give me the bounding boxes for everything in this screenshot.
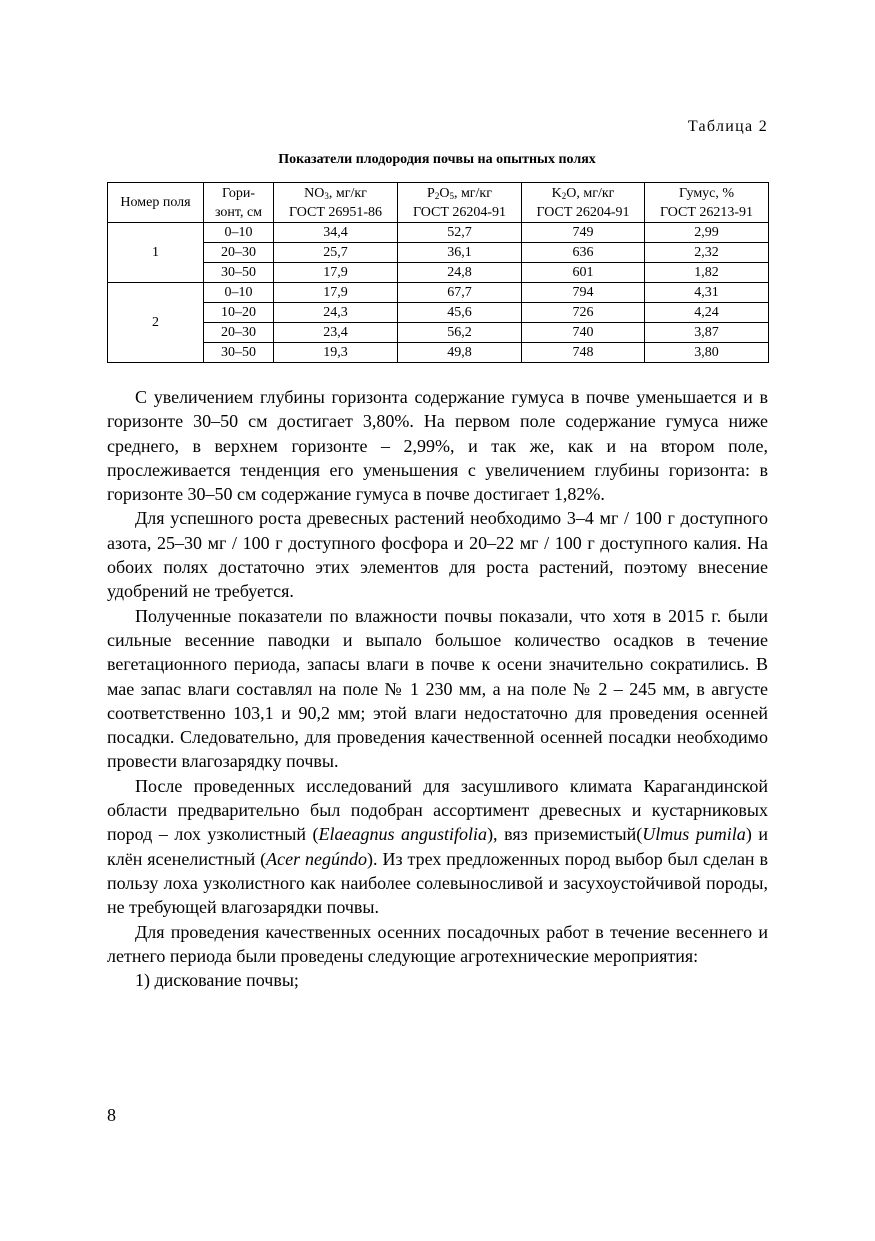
header-k2o-standard: ГОСТ 26204-91 — [536, 204, 630, 220]
species-name: Ulmus pumila — [642, 824, 746, 845]
humus-cell: 2,32 — [645, 243, 769, 263]
table-row — [108, 243, 769, 263]
table-row — [108, 323, 769, 343]
header-humus-standard: ГОСТ 26213-91 — [659, 204, 754, 220]
k2o-cell: 748 — [522, 343, 645, 363]
humus-cell: 1,82 — [645, 263, 769, 283]
header-no3-standard: ГОСТ 26951-86 — [288, 204, 383, 220]
soil-fertility-table — [107, 182, 769, 363]
page-number: 8 — [107, 1105, 116, 1125]
horizon-cell: 30–50 — [204, 343, 274, 363]
paragraph-nutrients: Для успешного роста древесных растений необходимо 3–4 мг / 100 г доступного азота, 25–30 мг / 100 г доступного фосфора и 20–22 мг / 100 г доступного калия. На обоих полях достаточно этих элементов для роста растений, поэтому внесение удобрений не требуется. — [107, 508, 768, 602]
header-p2o5-standard: ГОСТ 26204-91 — [412, 204, 507, 220]
k2o-cell: 740 — [522, 323, 645, 343]
species-name: Acer negúndo — [266, 848, 368, 869]
table-row — [108, 223, 769, 243]
header-k2o: $K_2O$, мг/кг ГОСТ 26204-91 — [522, 183, 645, 223]
body-text — [107, 385, 768, 992]
p2o5-cell: 67,7 — [398, 283, 522, 303]
k2o-cell: 726 — [522, 303, 645, 323]
header-horizon — [204, 183, 274, 223]
no3-cell: 34,4 — [274, 223, 398, 243]
humus-cell: 2,99 — [645, 223, 769, 243]
header-field-number: Номер поля — [108, 183, 204, 223]
horizon-cell: 20–30 — [204, 323, 274, 343]
field-number-cell: 2 — [108, 283, 204, 363]
paragraph-measures: Для проведения качественных осенних посадочных работ в течение весеннего и летнего периода были проведены следующие агротехнические мероприятия: — [107, 921, 768, 966]
p2o5-cell: 56,2 — [398, 323, 522, 343]
paragraph-moisture: Полученные показатели по влажности почвы показали, что хотя в 2015 г. были сильные весенние паводки и выпало большое количество осадков в течение вегетационного периода, запасы влаги в почве к осени значительно сократились. В мае запас влаги составлял на поле № 1 230 мм, а на поле № 2 – 245 мм, в августе соответственно 103,1 и 90,2 мм; этой влаги недостаточно для проведения осенней посадки. Следовательно, для проведения качественной осенней посадки необходимо провести влагозарядку почвы. — [107, 605, 768, 772]
table-row — [108, 263, 769, 283]
p2o5-cell: 24,8 — [398, 263, 522, 283]
p2o5-cell: 36,1 — [398, 243, 522, 263]
no3-cell: 17,9 — [274, 283, 398, 303]
horizon-cell: 30–50 — [204, 263, 274, 283]
horizon-cell: 10–20 — [204, 303, 274, 323]
horizon-cell: 0–10 — [204, 223, 274, 243]
no3-cell: 17,9 — [274, 263, 398, 283]
p2o5-cell: 49,8 — [398, 343, 522, 363]
p2o5-cell: 52,7 — [398, 223, 522, 243]
header-no3: $NO_3$, мг/кг ГОСТ 26951-86 — [274, 183, 398, 223]
header-p2o5: $P_2O_5$, мг/кг ГОСТ 26204-91 — [398, 183, 522, 223]
horizon-cell: 20–30 — [204, 243, 274, 263]
humus-cell: 4,31 — [645, 283, 769, 303]
header-humus: Гумус, % ГОСТ 26213-91 — [645, 183, 769, 223]
field-number-cell: 1 — [108, 223, 204, 283]
no3-cell: 23,4 — [274, 323, 398, 343]
horizon-cell: 0–10 — [204, 283, 274, 303]
no3-cell: 25,7 — [274, 243, 398, 263]
table-label: Таблица 2 — [687, 118, 768, 135]
humus-cell: 3,87 — [645, 323, 769, 343]
p2o5-cell: 45,6 — [398, 303, 522, 323]
k2o-cell: 601 — [522, 263, 645, 283]
paragraph-species: После проведенных исследований для засушливого климата Карагандинской области предварительно был подобран ассортимент древесных и кустарниковых пород – лох узколистный (Elaeagnus angustifolia), вяз приземистый(Ulmus pumila) и клён ясенелистный (Acer negúndo). Из трех предложенных пород выбор был сделан в пользу лоха узколистного как наиболее солевыносливой и засухоустойчивой породы, не требующей влагозарядки почвы. — [107, 775, 768, 918]
header-horizon-line1: Гори- — [221, 185, 256, 201]
table-row — [108, 283, 769, 303]
paragraph-humus: С увеличением глубины горизонта содержание гумуса в почве уменьшается и в горизонте 30–50 см достигает 3,80%. На первом поле содержание гумуса ниже среднего, в верхнем горизонте – 2,99%, и так же, как и на втором поле, прослеживается тенденция его уменьшения с увеличением глубины горизонта: в горизонте 30–50 см содержание гумуса в почве достигает 1,82%. — [107, 387, 768, 505]
table-title: Показатели плодородия почвы на опытных полях — [278, 152, 596, 167]
k2o-cell: 636 — [522, 243, 645, 263]
no3-cell: 24,3 — [274, 303, 398, 323]
no3-cell: 19,3 — [274, 343, 398, 363]
list-item-disking: 1) дискование почвы; — [135, 970, 299, 991]
species-name: Elaeagnus angustifolia — [318, 824, 488, 845]
humus-cell: 3,80 — [645, 343, 769, 363]
humus-cell: 4,24 — [645, 303, 769, 323]
k2o-cell: 749 — [522, 223, 645, 243]
k2o-cell: 794 — [522, 283, 645, 303]
header-horizon-line2: зонт, см — [214, 204, 263, 220]
table-row — [108, 343, 769, 363]
table-header-row — [108, 183, 769, 223]
table-row — [108, 303, 769, 323]
